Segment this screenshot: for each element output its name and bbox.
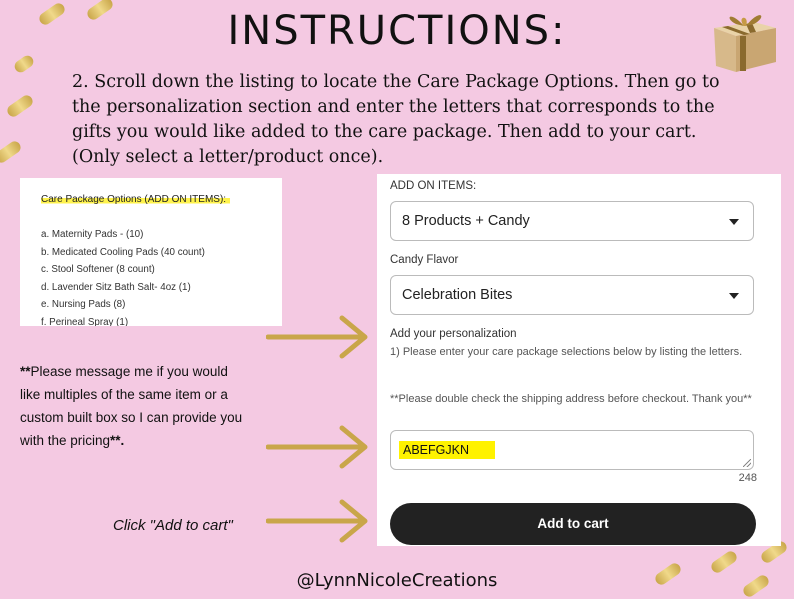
- personalization-value: ABEFGJKN: [399, 441, 495, 459]
- shipping-note: **Please double check the shipping address before checkout. Thank you**: [390, 393, 752, 405]
- shop-handle: @LynnNicoleCreations: [296, 570, 498, 591]
- click-hint: Click "Add to cart": [113, 517, 233, 534]
- options-heading: Care Package Options (ADD ON ITEMS):: [41, 194, 230, 205]
- note-text: Please message me if you would like multiples of the same item or a custom built box so I can provide you with the pricing: [20, 364, 243, 448]
- candy-flavor-label: Candy Flavor: [390, 254, 459, 266]
- add-to-cart-button[interactable]: Add to cart: [390, 503, 756, 545]
- personalization-input[interactable]: [390, 430, 754, 470]
- arrow-right-icon: [266, 497, 372, 545]
- chevron-down-icon: [729, 293, 739, 299]
- add-on-select[interactable]: [390, 201, 754, 241]
- list-item: d. Lavender Sitz Bath Salt- 4oz (1): [41, 281, 191, 293]
- list-item: e. Nursing Pads (8): [41, 299, 126, 310]
- gold-fleck: [5, 93, 35, 119]
- note-prefix: **: [20, 364, 31, 379]
- instruction-text: 2. Scroll down the listing to locate the Care Package Options. Then go to the personalization section and enter the letters that corresponds to the gifts you would like added to the care package. Then add to your cart. (Only select a letter/product once).: [72, 72, 720, 167]
- list-item: f. Perineal Spray (1): [41, 316, 129, 326]
- character-count: 248: [738, 472, 757, 484]
- care-package-options-panel: [20, 178, 282, 326]
- gold-fleck: [0, 139, 23, 165]
- arrow-right-icon: [266, 313, 372, 361]
- list-item: c. Stool Softener (8 count): [41, 264, 155, 275]
- candy-flavor-value: Celebration Bites: [402, 287, 513, 303]
- list-item: a. Maternity Pads - (10): [41, 229, 144, 240]
- resize-handle-icon[interactable]: [743, 459, 751, 467]
- chevron-down-icon: [729, 219, 739, 225]
- note-suffix: **.: [110, 433, 125, 448]
- side-note: [20, 360, 250, 452]
- options-list: [41, 226, 205, 326]
- list-item: b. Medicated Cooling Pads (40 count): [41, 246, 205, 258]
- listing-panel: [377, 174, 781, 546]
- page-title: INSTRUCTIONS:: [227, 8, 567, 54]
- add-on-label: ADD ON ITEMS:: [390, 180, 477, 192]
- personalization-instruction: 1) Please enter your care package selections below by listing the letters.: [390, 346, 743, 358]
- add-on-value: 8 Products + Candy: [402, 213, 530, 229]
- arrow-right-icon: [266, 423, 372, 471]
- personalization-label: Add your personalization: [390, 328, 517, 340]
- candy-flavor-select[interactable]: [390, 275, 754, 315]
- gold-fleck: [12, 53, 35, 74]
